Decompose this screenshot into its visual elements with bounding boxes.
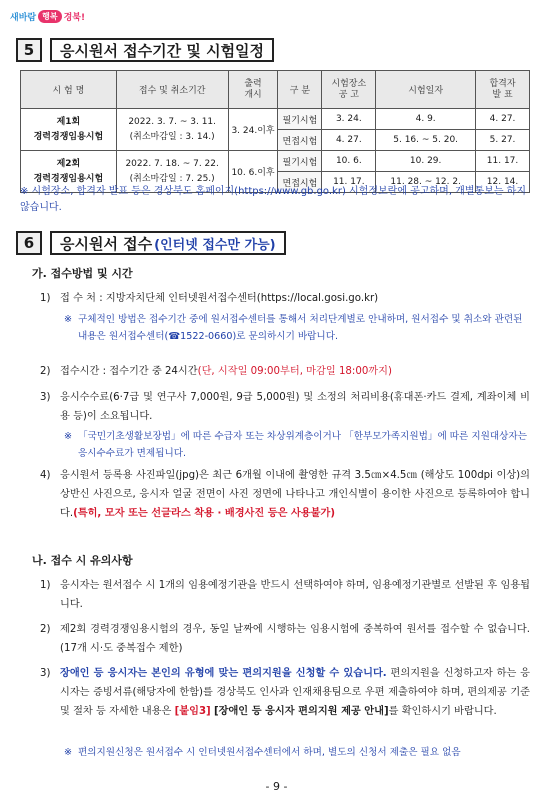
item-text-blue: 장애인 등 응시자는 본인의 유형에 맞는 편의지원을 신청할 수 있습니다. [60,668,387,679]
date-cell: 4. 9. [376,109,476,130]
item-number: 1) [40,580,51,591]
header-period: 접수 및 취소기간 [116,71,228,109]
header-stage: 구 분 [278,71,322,109]
subsection-na-title: 나. 접수 시 유의사항 [32,554,133,567]
item-text-main: 접수시간 : 접수기간 중 24시간 [60,366,198,377]
header-exam-name: 시 험 명 [21,71,117,109]
item-text: 응시자는 원서접수 시 1개의 임용예정기관을 반드시 선택하여야 하며, 임용예정기관별로 선발된 후 임용됩니다. [60,580,530,610]
date-cell: 5. 16. ~ 5. 20. [376,130,476,151]
date-cell: 11. 28. ~ 12. 2. [376,172,476,193]
schedule-table [20,70,530,193]
stage-cell: 면접시험 [278,172,322,193]
item-number: 1) [40,293,51,304]
item-text [60,664,530,721]
table-row [21,151,530,172]
item-text [60,466,530,523]
item-text-main: 편의지원을 신청하고자 하는 응시자는 증빙서류(해당자에 한함)를 경상북도 인사과 인재채용팀으로 우편 제출하여야 하며, 편의제공 기준 및 절차 등 자세한 내용은 [60,668,530,717]
place-cell: 10. 6. [322,151,376,172]
item-number: 3) [40,668,51,679]
exam-type: 경력경쟁임용시험 [33,131,104,142]
list-item [40,466,530,523]
exam-round: 제2회 [56,158,81,169]
item-number: 2) [40,624,51,635]
section-6-title [50,231,286,255]
stage-cell: 필기시험 [278,151,322,172]
section-6-title-text: 응시원서 접수 [60,234,153,253]
header-place: 시험장소 공 고 [322,71,376,109]
print-cell: 3. 24.이후 [228,109,278,151]
list-item [40,362,530,381]
exam-round: 제1회 [56,116,81,127]
list-item-note [64,311,530,345]
page-number: - 9 - [265,780,288,793]
result-cell: 11. 17. [476,151,530,172]
period-range: 2022. 7. 18. ~ 7. 22. [125,158,219,169]
result-cell: 4. 27. [476,109,530,130]
header-result: 합격자 발 표 [476,71,530,109]
section-5-title-text: 응시원서 접수기간 및 시험일정 [60,41,265,60]
table-header-row [21,71,530,109]
list-item [40,620,530,658]
item-text-bold: [장애인 등 응시자 편의지원 제공 안내] [213,706,389,717]
stage-cell: 면접시험 [278,130,322,151]
date-cell: 10. 29. [376,151,476,172]
item-text [60,362,530,381]
cancel-deadline: (취소마감일 : 3. 14.) [129,131,215,142]
table-row [21,109,530,130]
list-item [40,664,530,721]
gyeongbuk-logo [10,8,85,24]
item-text-red: [붙임3] [174,706,211,717]
logo-text-2: 경북! [63,12,86,23]
note-mark: ※ [64,747,73,758]
stage-cell: 필기시험 [278,109,322,130]
item-text-red: (특히, 모자 또는 선글라스 착용 · 배경사진 등은 사용불가) [73,508,336,519]
note-mark: ※ [64,314,73,325]
list-item [40,289,530,308]
subsection-ga-title: 가. 접수방법 및 시간 [32,267,133,280]
note-text: 편의지원신청은 원서접수 시 인터넷원서접수센터에서 하며, 별도의 신청서 제출은 필요 없음 [78,747,461,758]
place-cell: 3. 24. [322,109,376,130]
section-5-number: 5 [16,38,42,62]
item-number: 4) [40,470,51,481]
header-print: 출력 개시 [228,71,278,109]
item-number: 2) [40,366,51,377]
period-cell [116,109,228,151]
exam-name-cell [21,109,117,151]
section-5-notice: ※ 시험장소, 합격자 발표 등은 경상북도 홈페이지(https://www.gb.go.kr) 시험정보란에 공고하며, 개별통보는 하지 않습니다. [20,186,526,213]
item-text-red: (단, 시작일 09:00부터, 마감일 18:00까지) [197,366,392,377]
list-item-note [64,428,530,462]
list-item-note [64,744,530,761]
place-cell: 4. 27. [322,130,376,151]
note-text: 구체적인 방법은 접수기간 중에 원서접수센터를 통해서 처리단계별로 안내하며, 원서접수 및 취소와 관련된 내용은 원서접수센터(☎1522-0660)로 문의하시기 바랍니다. [78,314,523,342]
cancel-deadline: (취소마감일 : 7. 25.) [129,173,215,184]
result-cell: 5. 27. [476,130,530,151]
list-item [40,388,530,426]
item-text-tail: 를 확인하시기 바랍니다. [388,706,497,717]
result-cell: 12. 14. [476,172,530,193]
period-range: 2022. 3. 7. ~ 3. 11. [128,116,217,127]
header-date: 시험일자 [376,71,476,109]
item-text: 접 수 처 : 지방자치단체 인터넷원서접수센터(https://local.gosi.go.kr) [60,293,379,304]
exam-type: 경력경쟁임용시험 [33,173,104,184]
heart-icon: 행복 [38,10,61,23]
list-item [40,576,530,614]
section-6-title-note: (인터넷 접수만 가능) [154,237,276,253]
item-text: 제2회 경력경쟁임용시험의 경우, 동일 날짜에 시행하는 임용시험에 중복하여 원서를 접수할 수 없습니다.(17개 시·도 중복접수 제한) [60,624,530,654]
section-5-header [16,38,274,62]
item-number: 3) [40,392,51,403]
logo-text-1: 새바람 [10,12,37,23]
print-cell: 10. 6.이후 [228,151,278,193]
section-5-title [50,38,274,62]
note-text: 「국민기초생활보장법」에 따른 수급자 또는 차상위계층이거나 「한부모가족지원법」에 따른 지원대상자는 응시수수료가 면제됩니다. [78,431,527,459]
item-text-main: 응시원서 등록용 사진파일(jpg)은 최근 6개월 이내에 촬영한 규격 3.5㎝×4.5㎝ (해상도 100dpi 이상)의 상반신 사진으로, 응시자 얼굴 전면이 사진 정면에 나타나고 개인식별이 용이한 사진으로 등록하여야 합니다. [60,470,530,519]
note-mark: ※ [64,431,73,442]
section-6-header [16,231,286,255]
place-cell: 11. 17. [322,172,376,193]
item-text: 응시수수료(6·7급 및 연구사 7,000원, 9급 5,000원) 및 소정의 처리비용(휴대폰·카드 결제, 계좌이체 비용 등)이 소요됩니다. [60,392,530,422]
section-6-number: 6 [16,231,42,255]
